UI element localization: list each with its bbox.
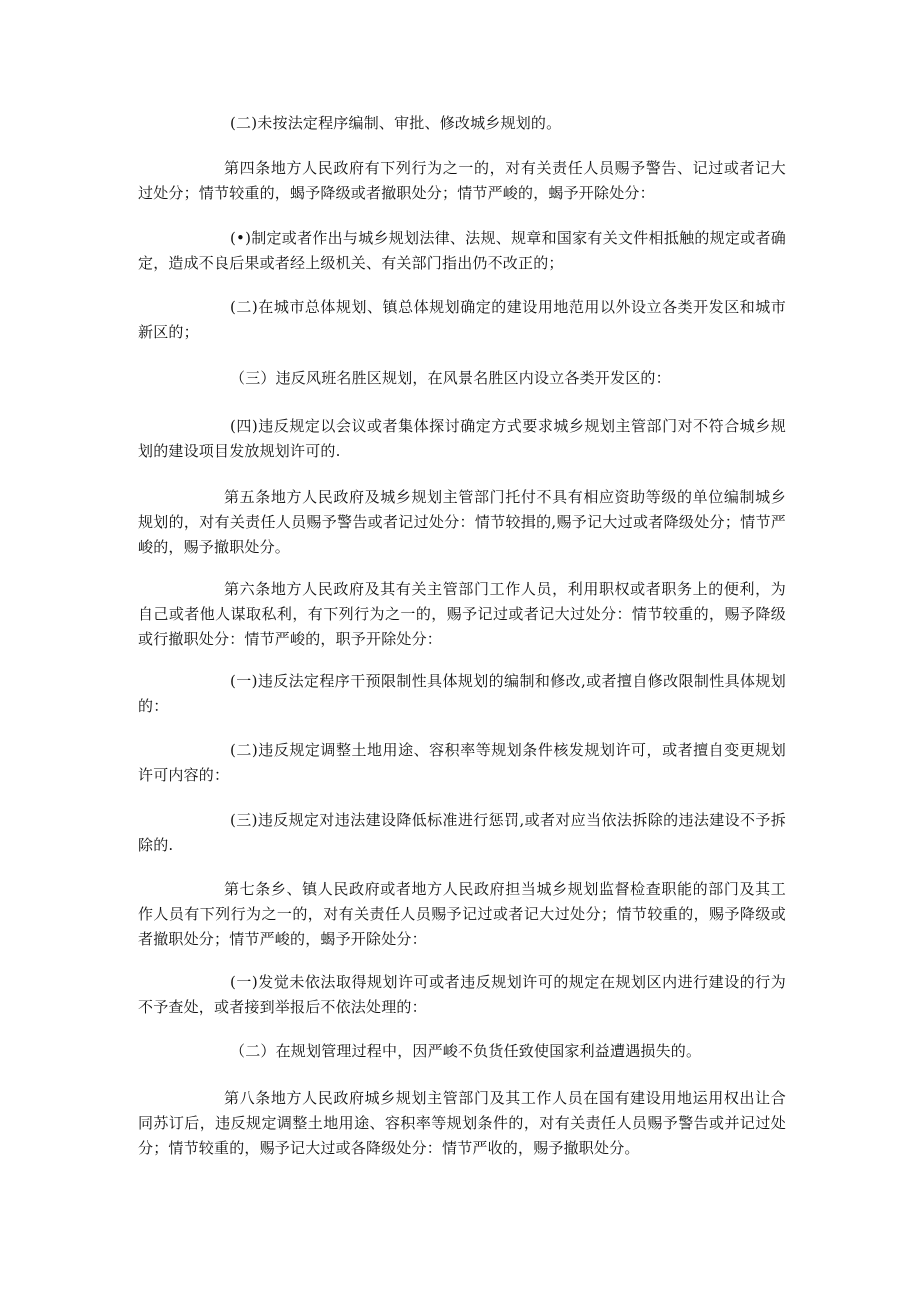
paragraph-item-2-negligence: （二）在规划管理过程中，因严峻不负货任致使国家利益遭遇损失的。	[230, 1042, 702, 1060]
paragraph-article-4: 第四条地方人民政府有下列行为之一的，对有关责任人员赐予警告、记过或者记大过处分；情节较重的，蝎予降级或者撤职处分；情节严峻的，蝎予开除处分：	[138, 159, 786, 202]
paragraph-item-3-illegal-construction: (三)违反规定对违法建设降低标准进行惩罚,或者对应当依法拆除的违法建设不予拆除的.	[138, 811, 786, 854]
paragraph-item-3-scenic-area: （三）违反风班名胜区规划，在风景名胜区内设立各类开发区的：	[230, 369, 671, 387]
paragraph-item-2-unlawful-procedure: (二)未按法定程序编制、审批、修改城乡规划的。	[230, 114, 562, 132]
paragraph-article-5: 第五条地方人民政府及城乡规划主管部门托付不具有相应资助等级的单位编制城乡规划的，对有关责任人员赐予警告或者记过处分：情节较揖的,赐予记大过或者降级处分；情节严峻的，赐予撤职处分。	[138, 488, 786, 556]
paragraph-article-7: 第七条乡、镇人民政府或者地方人民政府担当城乡规划监督检查职能的部门及其工作人员有下列行为之一的，对有关责任人员赐予记过或者记大过处分；情节较重的，赐予降级或者撤职处分；情节严峻的，蝎予开除处分：	[138, 880, 786, 948]
paragraph-item-1-no-investigation: (一)发觉未依法取得规划许可或者违反规划许可的规定在规划区内进行建设的行为不予查处，或者接到举报后不依法处理的：	[138, 973, 786, 1016]
paragraph-item-2-land-use: (二)违反规定调整土地用途、容积率等规划条件核发规划许可，或者擅自变更规划许可内容的：	[138, 741, 786, 784]
paragraph-item-1-conflicting-decisions: (•)制定或者作出与城乡规划法律、法规、规章和国家有关文件相抵触的规定或者确定，造成不良后果或者经上级机关、有关部门指出仍不改正的；	[138, 229, 786, 272]
paragraph-item-4-meeting-decisions: (四)违反规定以会议或者集体探讨确定方式要求城乡规划主管部门对不符合城乡规划的建设项目发放规划许可的.	[138, 417, 786, 460]
paragraph-article-8: 第八条地方人民政府城乡规划主管部门及其工作人员在国有建设用地运用权出让合同苏订后，违反规定调整土地用途、容积率等规划条件的，对有关责任人员赐予警告或并记过处分；情节较重的，赐予记大过或各降级处分：情节严收的，赐予撤职处分。	[138, 1089, 786, 1157]
paragraph-item-2-development-zones: (二)在城市总体规划、镇总体规划确定的建设用地范用以外设立各类开发区和城市新区的；	[138, 298, 786, 341]
paragraph-item-1-regulatory-plan: (一)违反法定程序干预限制性具体规划的编制和修改,或者擅自修改限制性具体规划的：	[138, 672, 786, 715]
paragraph-article-6: 第六条地方人民政府及其有关主管部门工作人员，利用职权或者职务上的便利，为自己或者他人谋取私利，有下列行为之一的，赐予记过或者记大过处分：情节较重的，赐予降级或行撤职处分：情节严峻的，职予开除处分：	[138, 580, 786, 648]
